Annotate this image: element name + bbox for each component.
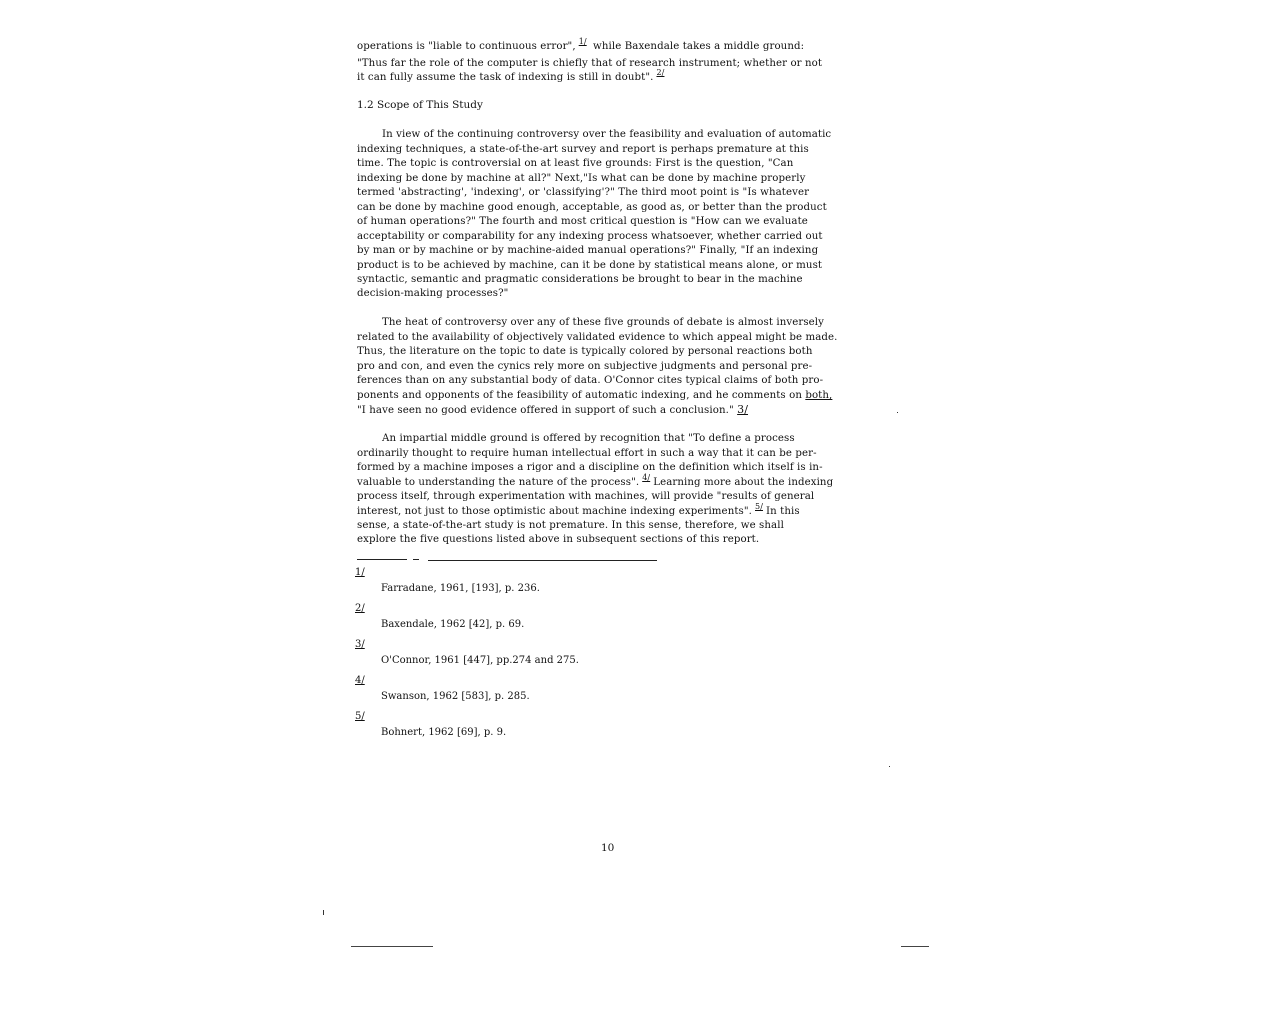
page-number: 10 [601,842,615,854]
scan-speck [323,910,324,915]
footnote-rule [357,559,407,560]
footnote-ref[interactable]: 2/ [656,68,665,77]
footnote-mark: 1/ [355,567,365,578]
text-line: "Thus far the role of the computer is chiefly that of research instrument; whether or not [357,58,823,69]
scan-speck [889,766,890,767]
text-line: can be done by machine good enough, acceptable, as good as, or better than the product [357,202,827,213]
footnote-mark: 2/ [355,603,365,614]
underlined-word: both, [805,390,833,401]
text-line: product is to be achieved by machine, can it be done by statistical means alone, or must [357,260,823,271]
text-line: termed 'abstracting', 'indexing', or 'classifying'?" The third moot point is "Is whatever [357,187,810,198]
text-line: decision-making processes?" [357,288,509,299]
text-fragment: In this [766,506,800,517]
text-line: formed by a machine imposes a rigor and a discipline on the definition which itself is in- [357,462,823,473]
text-line: by man or by machine or by machine-aided manual operations?" Finally, "If an indexing [357,245,819,256]
footnote-mark: 3/ [355,639,365,650]
text-fragment: ponents and opponents of the feasibility of automatic indexing, and he comments on [357,390,802,401]
text-line: of human operations?" The fourth and most critical question is "How can we evaluate [357,216,808,227]
footnote-text: Bohnert, 1962 [69], p. 9. [381,727,507,738]
text-line: sense, a state-of-the-art study is not premature. In this sense, therefore, we shall [357,520,784,531]
text-line [357,68,667,85]
text-fragment: "I have seen no good evidence offered in support of such a conclusion." [357,405,734,416]
text-fragment: valuable to understanding the nature of the process". [357,477,640,488]
text-line: In view of the continuing controversy over the feasibility and evaluation of automatic [382,129,832,140]
text-fragment: interest, not just to those optimistic about machine indexing experiments". [357,506,752,517]
text-line: syntactic, semantic and pragmatic considerations be brought to bear in the machine [357,274,803,285]
text-line: related to the availability of objectively validated evidence to which appeal might be made. [357,332,838,343]
footnote-rule [413,559,419,560]
text-line: acceptability or comparability for any indexing process whatsoever, whether carried out [357,231,823,242]
text-line: ordinarily thought to require human intellectual effort in such a way that it can be per- [357,448,817,459]
footnote-ref[interactable]: 4/ [642,473,651,482]
scan-edge-line [351,946,433,947]
text-line: process itself, through experimentation with machines, will provide "results of general [357,491,815,502]
text-line: An impartial middle ground is offered by recognition that "To define a process [382,433,795,444]
text-line: indexing techniques, a state-of-the-art survey and report is perhaps premature at this [357,144,809,155]
section-heading: 1.2 Scope of This Study [357,99,483,111]
text-fragment: while Baxendale takes a middle ground: [593,41,805,52]
text-line [357,403,748,418]
footnote-ref[interactable]: 3/ [737,403,749,416]
footnote-text: Swanson, 1962 [583], p. 285. [381,691,530,702]
text-line: Thus, the literature on the topic to date is typically colored by personal reactions both [357,346,813,357]
text-line: ferences than on any substantial body of data. O'Connor cites typical claims of both pro- [357,375,824,386]
footnote-text: O'Connor, 1961 [447], pp.274 and 275. [381,655,579,666]
footnote-ref[interactable]: 5/ [755,502,763,511]
footnote-rule [428,560,657,561]
text-line: The heat of controversy over any of these five grounds of debate is almost inversely [382,317,824,328]
scan-speck [897,412,898,413]
text-fragment: operations is "liable to continuous error", [357,41,576,52]
footnote-ref[interactable]: 1/ [578,37,587,46]
footnote-mark: 4/ [355,675,365,686]
text-line: explore the five questions listed above in subsequent sections of this report. [357,534,760,545]
footnote-text: Farradane, 1961, [193], p. 236. [381,583,540,594]
text-line [357,37,805,54]
text-line: indexing be done by machine at all?" Next,"Is what can be done by machine properly [357,173,806,184]
text-line: time. The topic is controversial on at least five grounds: First is the question, "Can [357,158,794,169]
text-line [357,473,834,490]
text-fragment: it can fully assume the task of indexing is still in doubt". [357,72,654,83]
text-line [357,389,832,403]
footnote-text: Baxendale, 1962 [42], p. 69. [381,619,525,630]
text-fragment: Learning more about the indexing [653,477,834,488]
footnote-mark: 5/ [355,711,365,722]
scan-edge-line [901,946,929,947]
text-line [357,502,800,519]
text-line: pro and con, and even the cynics rely more on subjective judgments and personal pre- [357,361,813,372]
